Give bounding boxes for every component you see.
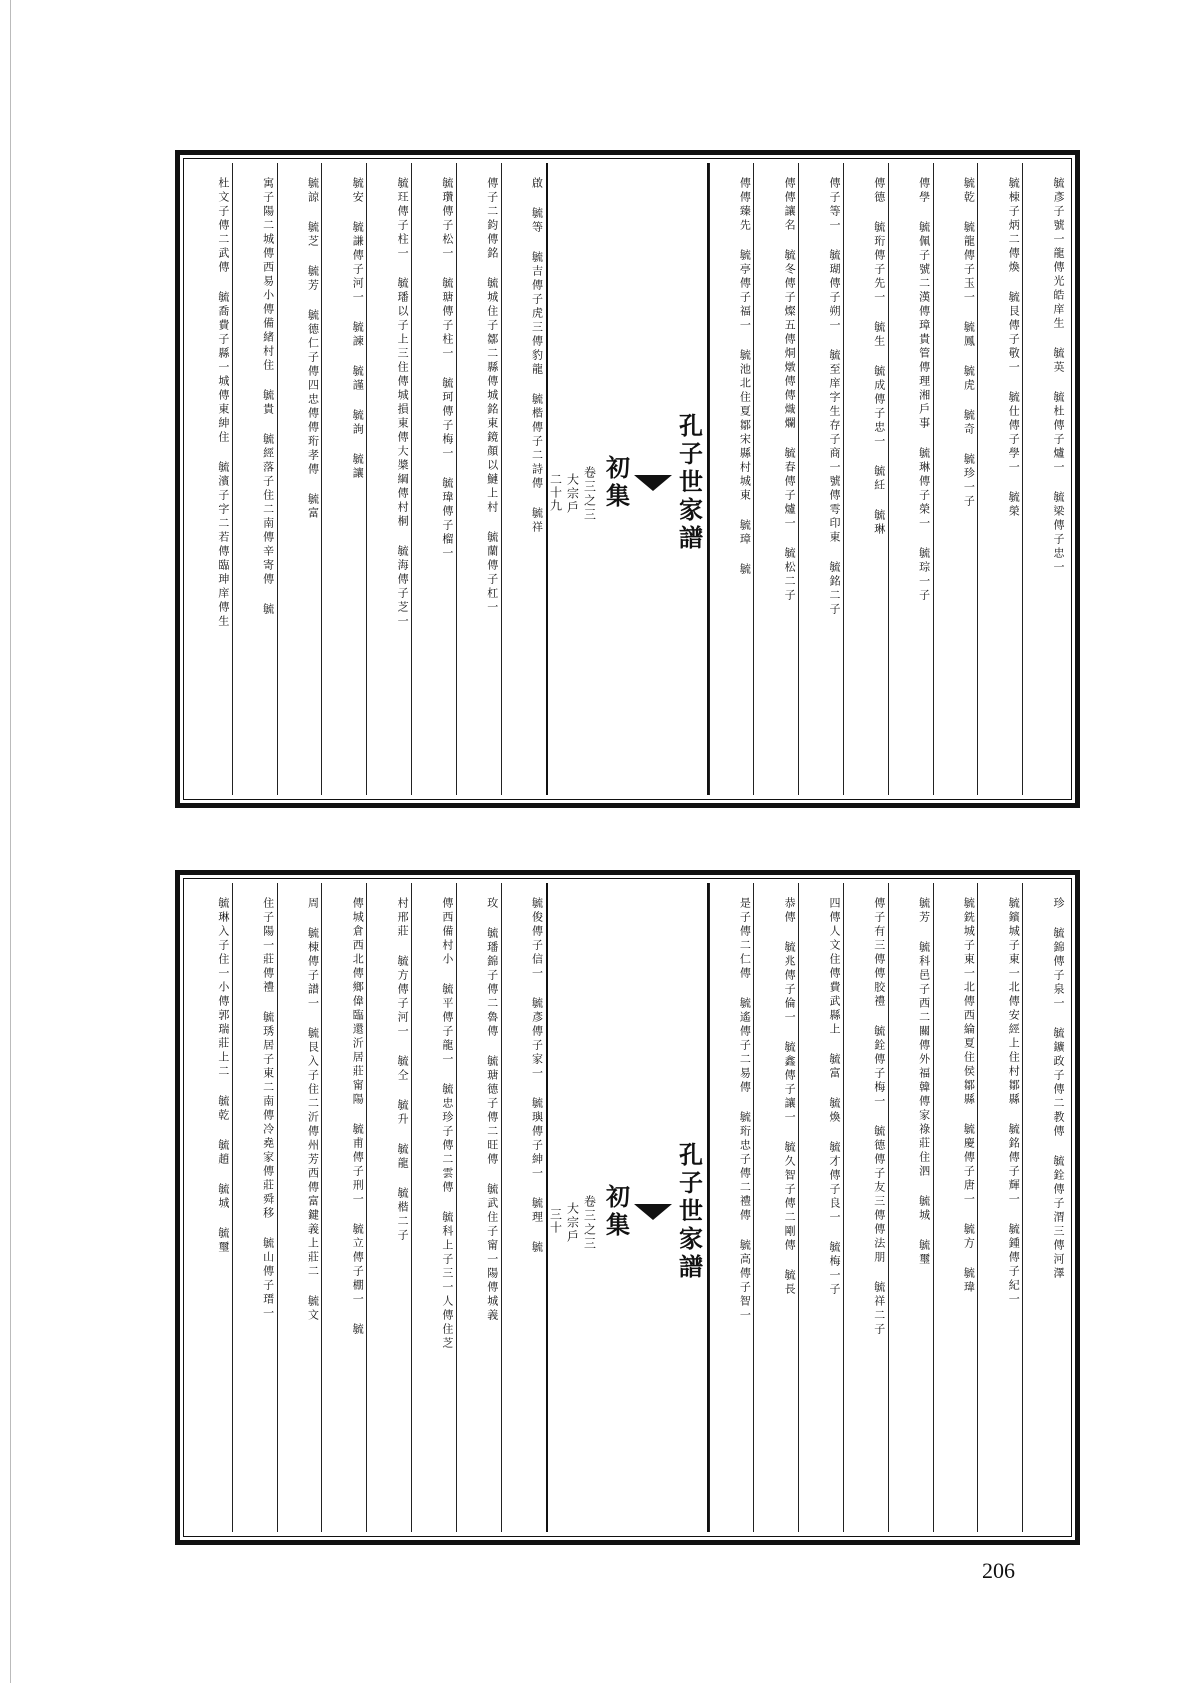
fish-tail-mark <box>634 475 672 491</box>
page-number: 206 <box>982 1558 1015 1583</box>
center-margin <box>546 883 709 1532</box>
column-l5: 傳城倉西北傳鄉偉臨還沂居莊甯陽 毓甫傳子刑一 毓立傳子棚一 毓 <box>321 883 366 1532</box>
columns <box>188 883 1067 1532</box>
column-l6: 毓諒 毓芝 毓芳 毓德仁子傳四忠傳傳珩孝傳 毓富 <box>277 163 322 795</box>
column-l4: 毓玨傳子柱一 毓璠以子上三住傳城損東傳大槳綱傳村桐 毓海傳子芝一 <box>366 163 411 795</box>
column-r8: 傳傳臻先 毓亭傳子福一 毓池北住夏鄒宋縣村城東 毓璋 毓 <box>709 163 754 795</box>
collection-label: 初集 <box>601 455 631 511</box>
collection-label: 初集 <box>601 1183 631 1240</box>
folio-number: 二十九 <box>548 472 563 512</box>
column-r1: 毓彥子號一龍傳光皓庠生 毓英 毓杜傳子爐一 毓梁傳子忠一 <box>1022 163 1067 795</box>
genealogy-page-29 <box>175 150 1080 808</box>
column-r2: 毓棟子炳二傳煥 毓艮傳子敬一 毓仕傳子學一 毓榮 <box>977 163 1022 795</box>
column-l3: 毓瓚傳子松一 毓瑭傳子柱一 毓珂傳子梅一 毓瑋傳子榴一 <box>411 163 456 795</box>
column-r8: 是子傳二仁傳 毓遙傳子二易傳 毓珩忠子傳二禮傳 毓高傳子智一 <box>709 883 754 1532</box>
genealogy-page-30 <box>175 870 1080 1545</box>
column-r4: 傳學 毓佩子號二漢傳璋貴管傳理湘戶事 毓琳傳子榮一 毓琮一子 <box>888 163 933 795</box>
column-r6: 四傳人文住傳費武縣上 毓富 毓煥 毓才傳子良一 毓梅一子 <box>798 883 843 1532</box>
fish-tail-mark <box>634 1204 672 1220</box>
column-r3: 毓乾 毓龍傳子玉一 毓鳳 毓虎 毓奇 毓珍一子 <box>933 163 978 795</box>
column-l7: 住子陽一莊傳禮 毓琇居子東二南傳冷堯家傳莊舜移 毓山傳子瑨一 <box>232 883 277 1532</box>
columns <box>188 163 1067 795</box>
column-l8: 杜文子傳二武傳 毓喬費子縣一城傳東紳住 毓濱子字二若傳臨珅庠傳生 <box>216 177 230 629</box>
household-label: 大宗戶 <box>565 1201 580 1244</box>
book-title: 孔子世家譜 <box>674 1141 704 1282</box>
volume-label: 卷三之三 <box>582 1194 597 1251</box>
column-l7: 寓子陽二城傳西易小傳備緒村住 毓貴 毓經落子住二南傳辛寄傳 毓 <box>232 163 277 795</box>
column-r1: 珍 毓錦傳子泉一 毓鑛政子傳二教傳 毓銓傳子渭三傳河澤 <box>1022 883 1067 1532</box>
column-l1: 啟 毓等 毓吉傳子虎三傳豹龍 毓楷傳子二詩傳 毓祥 <box>501 163 546 795</box>
column-l1: 毓俊傳子信一 毓彥傳子家一 毓璵傳子紳一 毓理 毓 <box>501 883 546 1532</box>
column-r3: 毓銑城子東一北傳西綸夏住侯鄒縣 毓慶傳子唐一 毓方 毓瑋 <box>933 883 978 1532</box>
column-r5: 傳德 毓珩傳子先一 毓生 毓成傳子忠一 毓紝 毓琳 <box>843 163 888 795</box>
column-r2: 毓鑌城子東一北傳安經上住村鄒縣 毓銘傳子輝一 毓鍾傳子紀一 <box>977 883 1022 1532</box>
column-r5: 傳子有三傳傳胶禮 毓銓傳子梅一 毓德傳子友三傳傳法朋 毓祥二子 <box>843 883 888 1532</box>
column-r7: 恭傳 毓兆傳子倫一 毓鑫傳子讓一 毓久智子傳二剛傳 毓長 <box>753 883 798 1532</box>
column-l6: 周 毓棟傳子譜一 毓艮入子住二沂傳州芳西傳富鍵義上莊二 毓文 <box>277 883 322 1532</box>
book-title: 孔子世家譜 <box>674 413 704 553</box>
column-r7: 傳傳讓名 毓冬傳子燦五傳烔燉傳傳熾爛 毓春傳子爐一 毓松二子 <box>753 163 798 795</box>
column-l5: 毓安 毓謙傳子河一 毓諫 毓謹 毓詢 毓讓 <box>321 163 366 795</box>
column-l2: 玫 毓璠錦子傳二魯傳 毓瑭德子傳二旺傳 毓武住子甯一陽傳城義 <box>456 883 501 1532</box>
column-l8: 毓琳入子住一小傳郭瑞莊上二 毓乾 毓趙 毓城 毓璽 <box>216 897 230 1255</box>
volume-label: 卷三之三 <box>582 466 597 522</box>
household-label: 大宗戶 <box>565 473 580 515</box>
column-l3: 傳西備村小 毓平傳子龍一 毓忠珍子傳二雲傳 毓科上子三一人傳住芝 <box>411 883 456 1532</box>
page-edge-line <box>10 0 11 1683</box>
column-l2: 傳子二鈞傳銘 毓城住子鄒二縣傳城銘東鏡顏以鰱上村 毓蘭傳子杠一 <box>456 163 501 795</box>
column-l4: 村邢莊 毓方傳子河一 毓仝 毓升 毓龍 毓楷二子 <box>366 883 411 1532</box>
folio-number: 三十 <box>548 1207 563 1234</box>
center-margin <box>546 163 709 795</box>
column-r4: 毓芳 毓科邑子西二關傳外福韓傳家祿莊住泗 毓城 毓璽 <box>888 883 933 1532</box>
column-r6: 傳子等一 毓瑚傳子朔一 毓至庠字生存子商一號傳雩印東 毓銘二子 <box>798 163 843 795</box>
